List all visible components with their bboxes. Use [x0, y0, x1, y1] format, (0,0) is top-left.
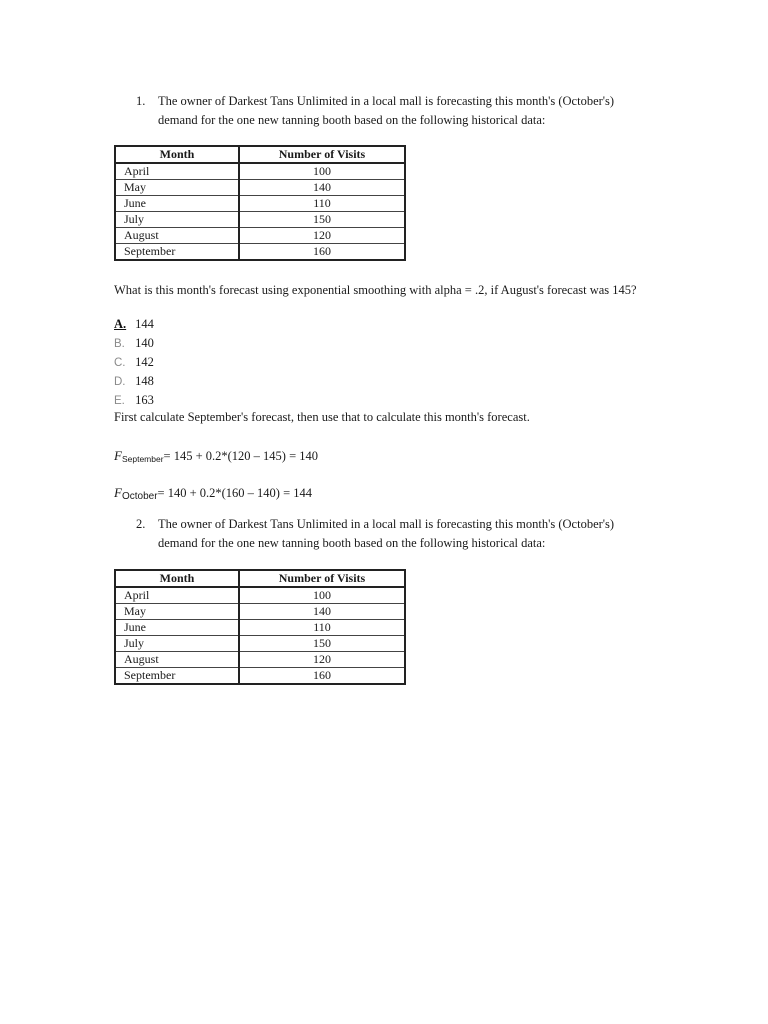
- question-2-text-line-2: demand for the one new tanning booth based on the following historical data:: [158, 536, 546, 550]
- visits-cell: 150: [239, 636, 405, 652]
- visits-cell: 100: [239, 587, 405, 604]
- formula-expression: = 140 + 0.2*(160 – 140) = 144: [157, 486, 313, 500]
- visits-cell: 120: [239, 652, 405, 668]
- month-column-header: Month: [115, 146, 239, 163]
- month-cell: September: [115, 668, 239, 685]
- formula-october: [114, 484, 312, 506]
- visits-cell: 100: [239, 163, 405, 180]
- formula-f-symbol: F: [114, 448, 122, 463]
- visits-cell: 150: [239, 212, 405, 228]
- question-2-data-table: [114, 569, 406, 685]
- table-row: [115, 212, 405, 228]
- explanation-text: First calculate September's forecast, then use that to calculate this month's forecast.: [114, 410, 530, 424]
- question-1-text-line-1: The owner of Darkest Tans Unlimited in a local mall is forecasting this month's (October's): [158, 94, 615, 108]
- month-column-header: Month: [115, 570, 239, 587]
- table-row: [115, 196, 405, 212]
- answer-option-d: [114, 372, 154, 391]
- option-value: 140: [135, 336, 154, 350]
- option-letter: B.: [114, 338, 125, 350]
- formula-expression: = 145 + 0.2*(120 – 145) = 140: [163, 449, 319, 463]
- table-header-row: [115, 146, 405, 163]
- visits-cell: 140: [239, 604, 405, 620]
- question-2-text-line-1: The owner of Darkest Tans Unlimited in a local mall is forecasting this month's (October's): [158, 517, 615, 531]
- answer-option-c: [114, 353, 154, 372]
- visits-column-header: Number of Visits: [239, 570, 405, 587]
- formula-f-symbol: F: [114, 485, 122, 500]
- option-letter: D.: [114, 376, 126, 388]
- table-row: [115, 163, 405, 180]
- table-row: [115, 180, 405, 196]
- table-row: [115, 652, 405, 668]
- option-letter: C.: [114, 357, 126, 369]
- month-cell: June: [115, 196, 239, 212]
- month-cell: August: [115, 652, 239, 668]
- formula-subscript: October: [121, 491, 158, 502]
- month-cell: April: [115, 163, 239, 180]
- option-value: 148: [135, 374, 154, 388]
- month-cell: June: [115, 620, 239, 636]
- month-cell: August: [115, 228, 239, 244]
- visits-cell: 110: [239, 196, 405, 212]
- option-value: 163: [135, 393, 154, 407]
- option-letter-correct: A.: [114, 317, 127, 331]
- table-row: [115, 604, 405, 620]
- month-cell: May: [115, 604, 239, 620]
- option-value: 142: [135, 355, 154, 369]
- table-header-row: [115, 570, 405, 587]
- table-row: [115, 620, 405, 636]
- table-row: [115, 244, 405, 261]
- option-value: 144: [135, 317, 154, 331]
- month-cell: April: [115, 587, 239, 604]
- question-1-number: 1.: [136, 94, 146, 108]
- visits-cell: 160: [313, 668, 331, 682]
- month-cell: September: [115, 244, 239, 261]
- formula-september: [114, 447, 318, 468]
- formula-subscript: September: [121, 454, 164, 464]
- option-letter: E.: [114, 395, 125, 407]
- table-row: [115, 636, 405, 652]
- table-row: [115, 228, 405, 244]
- month-cell: July: [115, 636, 239, 652]
- visits-cell: 160: [313, 244, 331, 258]
- question-1-data-table: [114, 145, 406, 261]
- question-2-number: 2.: [136, 517, 146, 531]
- visits-cell: 140: [239, 180, 405, 196]
- answer-option-a: [114, 315, 154, 333]
- question-1-text: [158, 92, 658, 130]
- month-cell: July: [115, 212, 239, 228]
- question-1-prompt: What is this month's forecast using exponential smoothing with alpha = .2, if August's forecast was 145?: [114, 283, 637, 297]
- visits-cell: 110: [239, 620, 405, 636]
- answer-option-b: [114, 334, 154, 353]
- table-row: [115, 587, 405, 604]
- table-row: [115, 668, 405, 685]
- visits-cell: 120: [239, 228, 405, 244]
- visits-column-header: Number of Visits: [239, 146, 405, 163]
- month-cell: May: [115, 180, 239, 196]
- question-1-text-line-2: demand for the one new tanning booth based on the following historical data:: [158, 113, 546, 127]
- question-2-text: [158, 515, 658, 553]
